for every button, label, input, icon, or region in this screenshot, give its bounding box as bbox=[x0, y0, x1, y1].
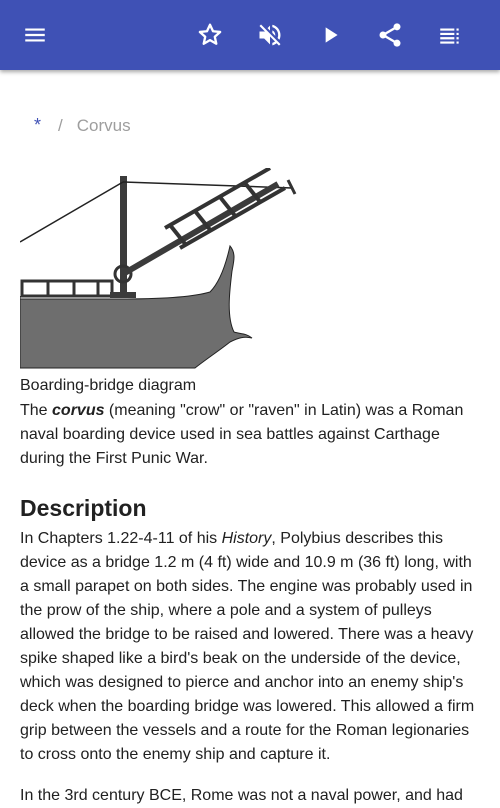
intro-prefix: The bbox=[20, 402, 53, 419]
share-icon bbox=[376, 21, 404, 49]
mute-button[interactable] bbox=[246, 11, 294, 59]
intro-paragraph bbox=[20, 399, 482, 471]
share-button[interactable] bbox=[366, 11, 414, 59]
menu-button[interactable] bbox=[11, 11, 59, 59]
table-of-contents-icon bbox=[437, 22, 463, 48]
figure-caption: Boarding-bridge diagram bbox=[20, 377, 197, 394]
history-paragraph: In the 3rd century BCE, Rome was not a naval power, and had bbox=[20, 787, 463, 804]
hamburger-menu-icon bbox=[22, 22, 48, 48]
intro-term: corvus bbox=[52, 402, 105, 419]
contents-button[interactable] bbox=[426, 11, 474, 59]
description-work-title: History bbox=[221, 530, 272, 547]
breadcrumb-separator: / bbox=[58, 115, 63, 135]
boarding-bridge-diagram[interactable] bbox=[20, 168, 300, 373]
play-button[interactable] bbox=[306, 11, 354, 59]
star-outline-icon bbox=[196, 21, 224, 49]
app-bar bbox=[0, 0, 500, 70]
section-heading-description: Description bbox=[20, 495, 147, 521]
volume-off-icon bbox=[256, 21, 284, 49]
breadcrumb-home-link[interactable]: * bbox=[34, 115, 42, 135]
breadcrumb bbox=[34, 115, 131, 136]
intro-text: (meaning "crow" or "raven" in Latin) was a Roman naval boarding device used in sea battles against Carthage during the First Punic War. bbox=[20, 402, 464, 467]
favorite-button[interactable] bbox=[186, 11, 234, 59]
description-text: , Polybius describes this device as a bridge 1.2 m (4 ft) wide and 10.9 m (36 ft) long, with a small parapet on both sides. The engine was probably used in the prow of the ship, where a pole and a system of pulleys allowed the bridge to be raised and lowered. There was a heavy spike shaped like a bird's beak on the underside of the device, which was designed to pierce and anchor into an enemy ship's deck when the boarding bridge was lowered. This allowed a firm grip between the vessels and a route for the Roman legionaries to cross onto the enemy ship and capture it. bbox=[20, 530, 475, 763]
description-paragraph bbox=[20, 527, 482, 767]
description-prefix: In Chapters 1.22-4-11 of his bbox=[20, 530, 222, 547]
play-icon bbox=[317, 22, 343, 48]
breadcrumb-current: Corvus bbox=[76, 115, 131, 135]
